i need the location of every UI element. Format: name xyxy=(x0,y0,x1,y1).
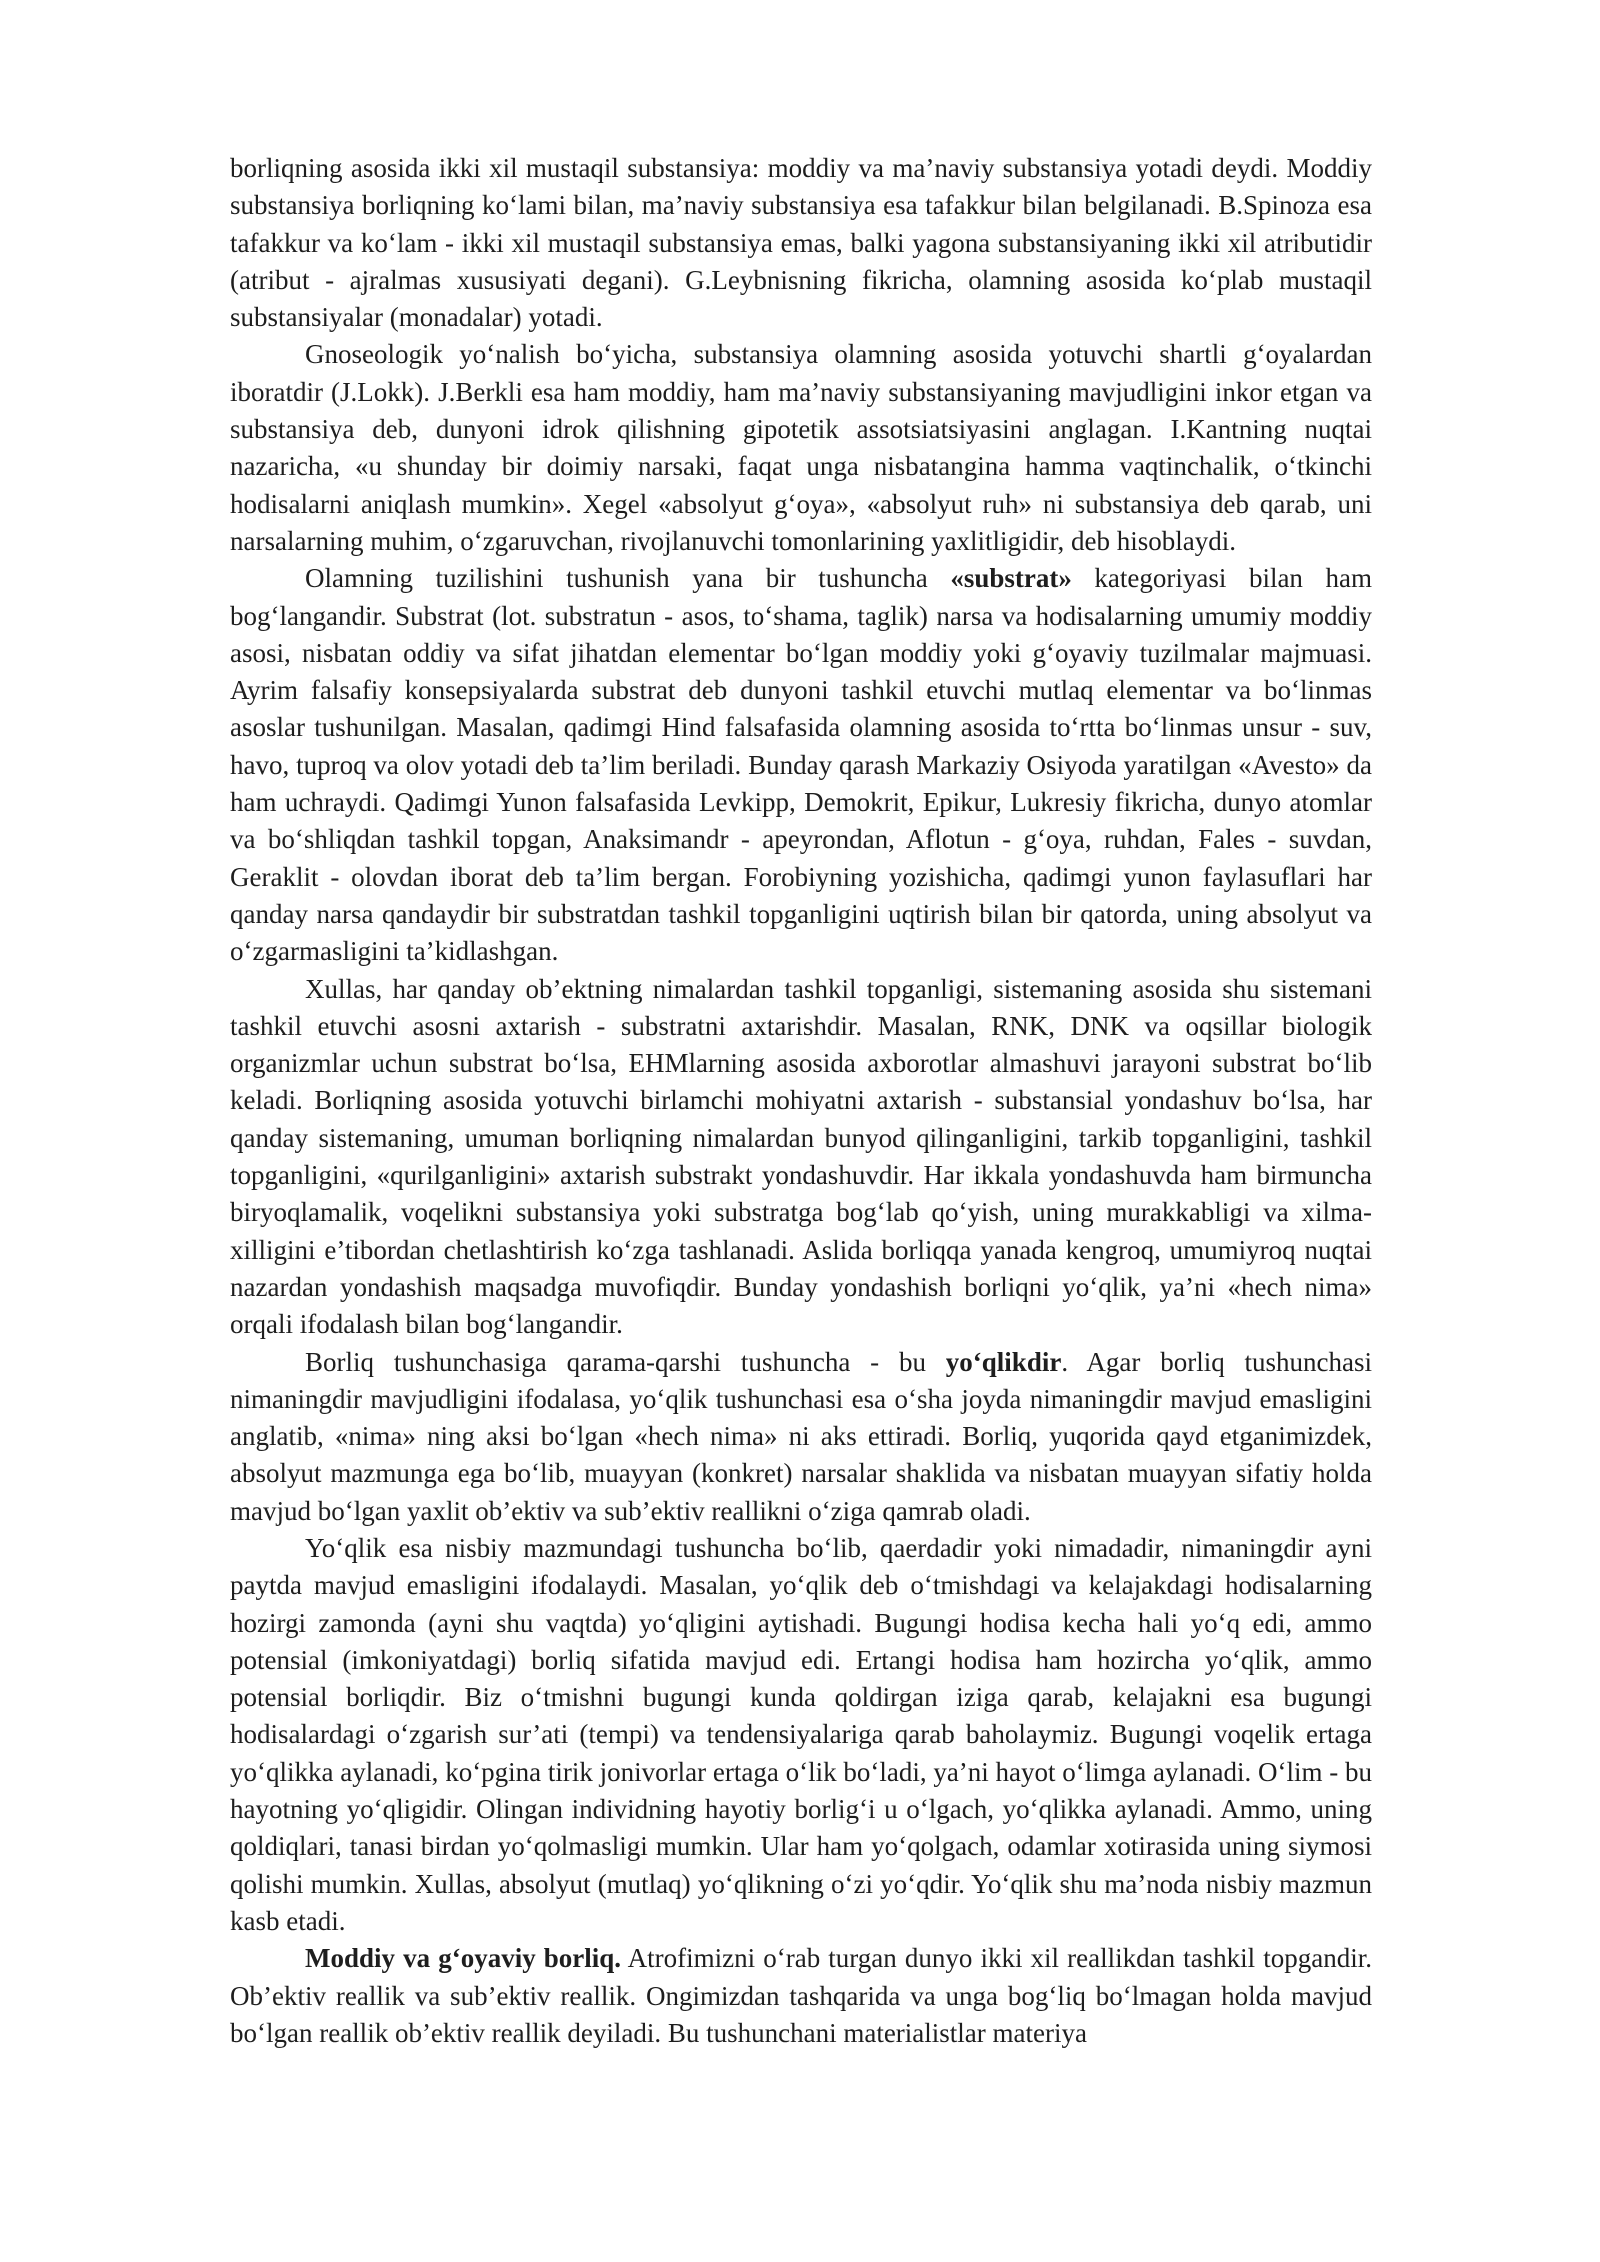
paragraph-3-text-start: Olamning tuzilishini tushunish yana bir tushuncha xyxy=(305,563,951,594)
paragraph-5-text-rest: . Agar borliq tushunchasi nimaningdir mavjudligini ifodalasa, yo‘qlik tushunchasi esa o‘sha joyda nimaningdir mavjud emasligini anglatib, «nima» ning aksi bo‘lgan «hech nima» ni aks ettiradi. Borliq, yuqorida qayd etganimizdek, absolyut mazmunga ega bo‘lib, muayyan (konkret) narsalar shaklida va nisbatan muayyan sifatiy holda mavjud bo‘lgan yaxlit ob’ektiv va sub’ektiv reallikni o‘ziga qamrab oladi. xyxy=(230,1346,1373,1526)
paragraph-6-text: Yo‘qlik esa nisbiy mazmundagi tushuncha bo‘lib, qaerdadir yoki nimadadir, nimaningdir ayni paytda mavjud emasligini ifodalaydi. Masalan, yo‘qlik deb o‘tmishdagi va kelajakdagi hodisalarning hozirgi zamonda (ayni shu vaqtda) yo‘qligini aytishadi. Bugungi hodisa kecha hali yo‘q edi, ammo potensial (imkoniyatdagi) borliq sifatida mavjud edi. Ertangi hodisa ham hozircha yo‘qlik, ammo potensial borliqdir. Biz o‘tmishni bugungi kunda qoldirgan iziga qarab, kelajakni esa bugungi hodisalardagi o‘zgarish sur’ati (tempi) va tendensiyalariga qarab baholaymiz. Bugungi voqelik ertaga yo‘qlikka aylanadi, ko‘pgina tirik jonivorlar ertaga o‘lik bo‘ladi, ya’ni hayot o‘limga aylanadi. O‘lim - bu hayotning yo‘qligidir. Olingan individning hayotiy borlig‘i u o‘lgach, yo‘qlikka aylanadi. Ammo, uning qoldiqlari, tanasi birdan yo‘qolmasligi mumkin. Ular ham yo‘qolgach, odamlar xotirasida uning siymosi qolishi mumkin. Xullas, absolyut (mutlaq) yo‘qlikning o‘zi yo‘qdir. Yo‘qlik shu ma’noda nisbiy mazmun kasb etadi. xyxy=(230,1532,1372,1936)
paragraph-1-text: borliqning asosida ikki xil mustaqil substansiya: moddiy va ma’naviy substansiya yotadi deydi. Moddiy substansiya borliqning ko‘lami bilan, ma’naviy substansiya esa tafakkur bilan belgilanadi. B.Spinoza esa tafakkur va ko‘lam - ikki xil mustaqil substansiya emas, balki yagona substansiyaning ikki xil atributidir (atribut - ajralmas xususiyati degani). G.Leybnisning fikricha, olamning asosida ko‘plab mustaqil substansiyalar (monadalar) yotadi. xyxy=(230,153,1372,333)
paragraph-7-text: Atrofimizni o‘rab turgan dunyo ikki xil reallikdan tashkil topgandir. Ob’ektiv reallik va sub’ektiv reallik. Ongimizdan tashqarida va unga bog‘liq bo‘lmagan holda mavjud bo‘lgan reallik ob’ektiv reallik deyiladi. Bu tushunchani materialistlar materiya xyxy=(230,1943,1373,2048)
paragraph-6 xyxy=(230,1530,1372,1940)
paragraph-1 xyxy=(230,150,1372,336)
paragraph-4 xyxy=(230,971,1372,1344)
section-heading-inline: Moddiy va g‘oyaviy borliq. xyxy=(305,1943,622,1974)
paragraph-5-text-start: Borliq tushunchasiga qarama-qarshi tushuncha - bu xyxy=(305,1346,946,1377)
paragraph-3-text-rest: kategoriyasi bilan ham bog‘langandir. Substrat (lot. substratun - asos, to‘shama, taglik) narsa va hodisalarning umumiy moddiy asosi, nisbatan oddiy va sifat jihatdan elementar bo‘lgan moddiy yoki g‘oyaviy tuzilmalar majmuasi. Ayrim falsafiy konsepsiyalarda substrat deb dunyoni tashkil etuvchi mutlaq elementar va bo‘linmas asoslar tushunilgan. Masalan, qadimgi Hind falsafasida olamning asosida to‘rtta bo‘linmas unsur - suv, havo, tuproq va olov yotadi deb ta’lim beriladi. Bunday qarash Markaziy Osiyoda yaratilgan «Avesto» da ham uchraydi. Qadimgi Yunon falsafasida Levkipp, Demokrit, Epikur, Lukresiy fikricha, dunyo atomlar va bo‘shliqdan tashkil topgan, Anaksimandr - apeyrondan, Aflotun - g‘oya, ruhdan, Fales - suvdan, Geraklit - olovdan iborat deb ta’lim bergan. Forobiyning yozishicha, qadimgi yunon faylasuflari har qanday narsa qandaydir bir substratdan tashkil topganligini uqtirish bilan bir qatorda, uning absolyut va o‘zgarmasligini ta’kidlashgan. xyxy=(230,563,1372,967)
paragraph-3 xyxy=(230,560,1372,970)
paragraph-2 xyxy=(230,336,1372,560)
paragraph-2-text: Gnoseologik yo‘nalish bo‘yicha, substansiya olamning asosida yotuvchi shartli g‘oyalardan iboratdir (J.Lokk). J.Berkli esa ham moddiy, ham ma’naviy substansiyaning mavjudligini inkor etgan va substansiya deb, dunyoni idrok qilishning gipotetik assotsiatsiyasini anglagan. I.Kantning nuqtai nazaricha, «u shunday bir doimiy narsaki, faqat unga nisbatangina hamma vaqtinchalik, o‘tkinchi hodisalarni aniqlash mumkin». Xegel «absolyut g‘oya», «absolyut ruh» ni substansiya deb qarab, uni narsalarning muhim, o‘zgaruvchan, rivojlanuvchi tomonlarining yaxlitligidir, deb hisoblaydi. xyxy=(230,339,1372,556)
paragraph-4-text: Xullas, har qanday ob’ektning nimalardan tashkil topganligi, sistemaning asosida shu sistemani tashkil etuvchi asosni axtarish - substratni axtarishdir. Masalan, RNK, DNK va oqsillar biologik organizmlar uchun substrat bo‘lsa, EHMlarning asosida axborotlar almashuvi jarayoni substrat bo‘lib keladi. Borliqning asosida yotuvchi birlamchi mohiyatni axtarish - substansial yondashuv bo‘lsa, har qanday sistemaning, umuman borliqning nimalardan bunyod qilinganligini, tarkib topganligini, tashkil topganligini, «qurilganligini» axtarish substrakt yondashuvdir. Har ikkala yondashuvda ham birmuncha biryoqlamalik, voqelikni substansiya yoki substratga bog‘lab qo‘yish, uning murakkabligi va xilma-xilligini e’tibordan chetlashtirish ko‘zga tashlanadi. Aslida borliqqa yanada kengroq, umumiyroq nuqtai nazardan yondashish maqsadga muvofiqdir. Bunday yondashish borliqni yo‘qlik, ya’ni «hech nima» orqali ifodalash bilan bog‘langandir. xyxy=(230,973,1372,1340)
paragraph-7 xyxy=(230,1940,1372,2052)
document-page xyxy=(230,150,1372,2052)
term-substrat: «substrat» xyxy=(950,563,1072,594)
paragraph-5 xyxy=(230,1344,1372,1530)
term-yoqlik: yo‘qlikdir xyxy=(945,1346,1062,1377)
